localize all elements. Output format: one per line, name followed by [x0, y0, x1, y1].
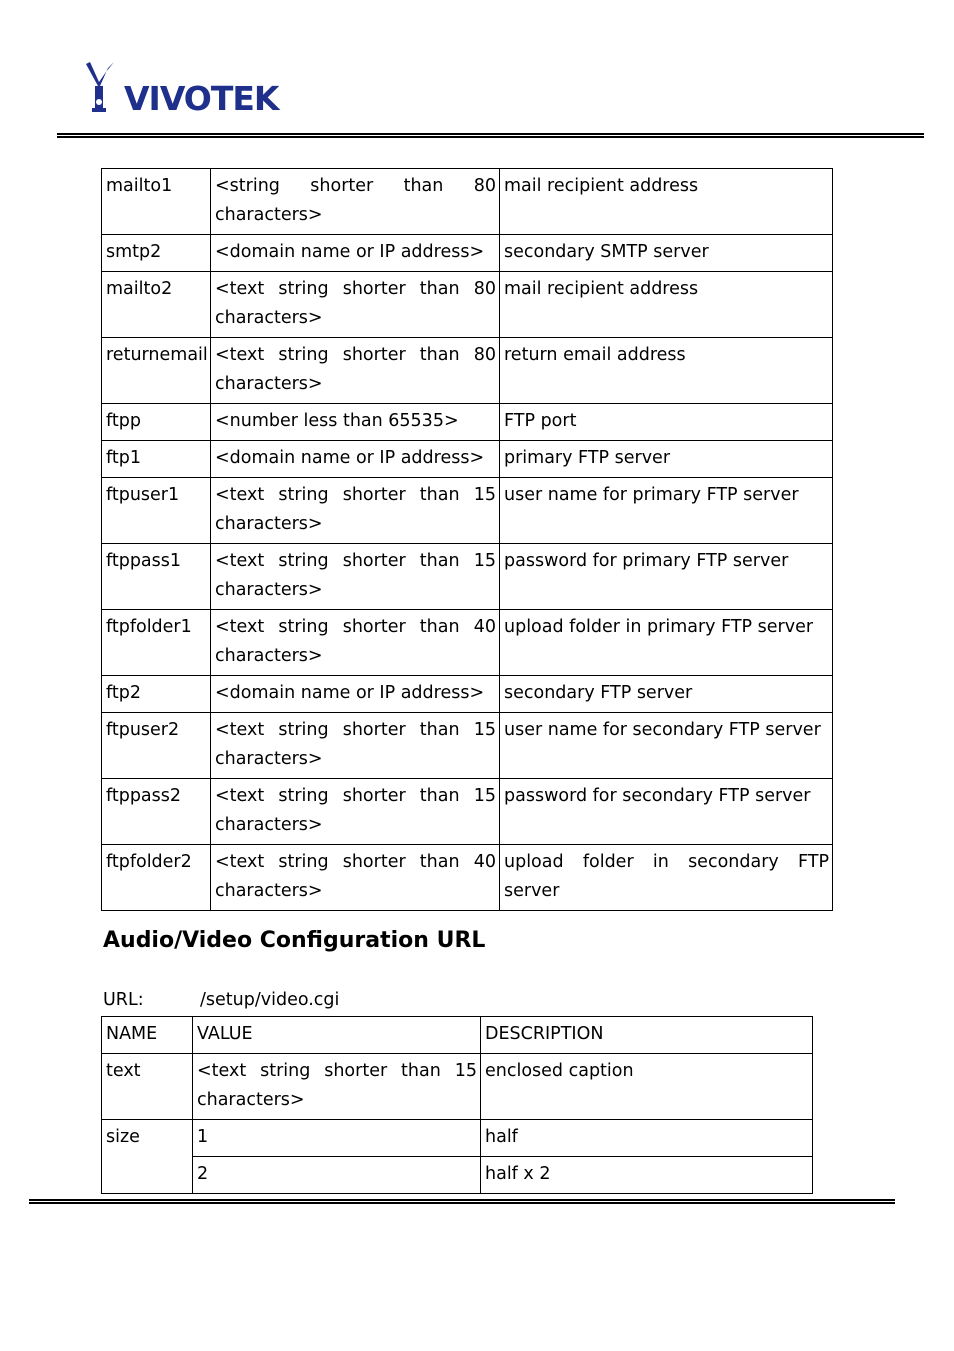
- table-row: [102, 235, 833, 272]
- param-value: <text string shorter than 80 characters>: [211, 272, 500, 338]
- param-value: <domain name or IP address>: [211, 441, 500, 478]
- table-row: [102, 272, 833, 338]
- param-description: FTP port: [500, 404, 833, 441]
- param-name: size: [102, 1120, 193, 1194]
- header-description: DESCRIPTION: [481, 1017, 813, 1054]
- param-name: returnemail: [102, 338, 211, 404]
- table-row: [102, 676, 833, 713]
- param-value: <text string shorter than 15 characters>: [211, 544, 500, 610]
- param-description: secondary FTP server: [500, 676, 833, 713]
- param-value: <text string shorter than 80 characters>: [211, 338, 500, 404]
- header-value: VALUE: [193, 1017, 481, 1054]
- param-name: mailto2: [102, 272, 211, 338]
- url-label: URL:: [103, 990, 144, 1010]
- header-name: NAME: [102, 1017, 193, 1054]
- footer-rule: [29, 1199, 895, 1204]
- table-row: [102, 713, 833, 779]
- param-value: <text string shorter than 40 characters>: [211, 610, 500, 676]
- param-name: mailto1: [102, 169, 211, 235]
- param-name: smtp2: [102, 235, 211, 272]
- vivotek-logo: [84, 60, 294, 116]
- table-row: [102, 544, 833, 610]
- table-row: [102, 441, 833, 478]
- url-line: [103, 990, 339, 1010]
- table-header-row: [102, 1017, 813, 1054]
- param-value: <domain name or IP address>: [211, 676, 500, 713]
- param-value: <text string shorter than 40 characters>: [211, 845, 500, 911]
- param-name: ftp1: [102, 441, 211, 478]
- param-name: ftpuser1: [102, 478, 211, 544]
- param-name: ftpuser2: [102, 713, 211, 779]
- table-row: [102, 1157, 813, 1194]
- table-row: [102, 338, 833, 404]
- table-row: [102, 478, 833, 544]
- param-value: <text string shorter than 15 characters>: [193, 1054, 481, 1120]
- param-name: ftppass1: [102, 544, 211, 610]
- param-description: half x 2: [481, 1157, 813, 1194]
- param-name: ftppass2: [102, 779, 211, 845]
- table-row: [102, 1120, 813, 1157]
- param-description: user name for secondary FTP server: [500, 713, 833, 779]
- video-parameter-table: [101, 1016, 813, 1194]
- param-description: user name for primary FTP server: [500, 478, 833, 544]
- param-description: return email address: [500, 338, 833, 404]
- param-name: text: [102, 1054, 193, 1120]
- table-row: [102, 610, 833, 676]
- param-value: 2: [193, 1157, 481, 1194]
- logo-wordmark: [124, 79, 281, 116]
- param-description: upload folder in primary FTP server: [500, 610, 833, 676]
- param-description: enclosed caption: [481, 1054, 813, 1120]
- param-value: <text string shorter than 15 characters>: [211, 713, 500, 779]
- param-description: password for secondary FTP server: [500, 779, 833, 845]
- param-description: mail recipient address: [500, 272, 833, 338]
- table-row: [102, 404, 833, 441]
- svg-text:VIVOTEK: VIVOTEK: [124, 79, 279, 116]
- param-description: half: [481, 1120, 813, 1157]
- param-value: <string shorter than 80 characters>: [211, 169, 500, 235]
- param-description: password for primary FTP server: [500, 544, 833, 610]
- param-description: upload folder in secondary FTP server: [500, 845, 833, 911]
- param-name: ftpp: [102, 404, 211, 441]
- param-value: <text string shorter than 15 characters>: [211, 779, 500, 845]
- parameter-table: [101, 168, 833, 911]
- section-heading: Audio/Video Configuration URL: [103, 928, 486, 953]
- table-row: [102, 1054, 813, 1120]
- param-description: primary FTP server: [500, 441, 833, 478]
- param-name: ftpfolder2: [102, 845, 211, 911]
- url-value: /setup/video.cgi: [200, 990, 340, 1010]
- param-description: mail recipient address: [500, 169, 833, 235]
- param-name: ftpfolder1: [102, 610, 211, 676]
- param-name: ftp2: [102, 676, 211, 713]
- param-value: <text string shorter than 15 characters>: [211, 478, 500, 544]
- table-row: [102, 845, 833, 911]
- param-description: secondary SMTP server: [500, 235, 833, 272]
- header-rule: [57, 133, 924, 138]
- param-value: <domain name or IP address>: [211, 235, 500, 272]
- param-value: <number less than 65535>: [211, 404, 500, 441]
- table-row: [102, 779, 833, 845]
- table-row: [102, 169, 833, 235]
- param-value: 1: [193, 1120, 481, 1157]
